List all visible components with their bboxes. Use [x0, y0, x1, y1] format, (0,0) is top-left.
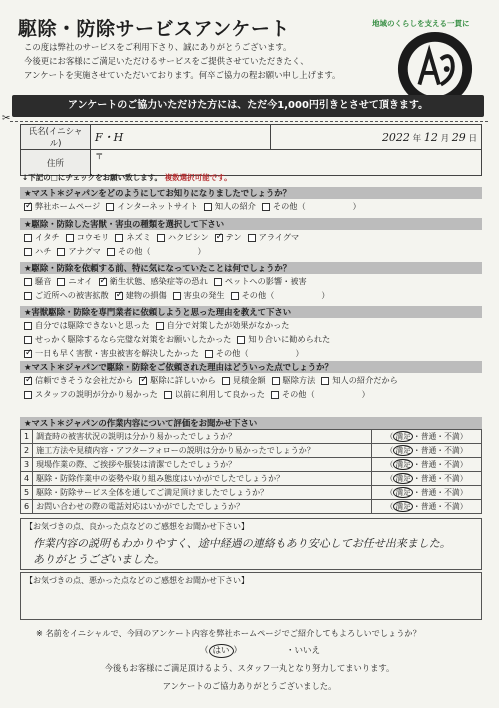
checkbox[interactable] — [24, 391, 32, 399]
evaluation-row — [21, 500, 482, 514]
rating-option[interactable]: 満足 — [395, 488, 411, 497]
good-comments-box[interactable] — [20, 518, 482, 570]
checkbox-label: 知り合いに勧められた — [248, 334, 331, 344]
checkbox-option[interactable] — [24, 389, 158, 400]
checkbox[interactable] — [156, 322, 164, 330]
checkbox-option[interactable] — [156, 320, 290, 331]
checkbox-label: 衛生状態、感染症等の恐れ — [109, 276, 208, 286]
checkbox-label: 弊社ホームページ — [35, 201, 101, 211]
rating-option[interactable]: 普通 — [420, 502, 437, 511]
permission-question: ※ 名前をイニシャルで、今回のアンケート内容を弊社ホームページでご紹介してもよろしいでしょうか？ — [36, 628, 421, 638]
checkbox-label: その他（ — [281, 389, 315, 399]
checkbox[interactable] — [24, 377, 32, 385]
checkbox-label: コウモリ — [76, 232, 110, 242]
rating-option[interactable]: 普通 — [420, 432, 437, 441]
item-question: お問い合わせの際の電話対応はいかがでしたでしょうか？ — [33, 500, 372, 514]
date-field[interactable] — [271, 125, 482, 150]
checkbox-option[interactable] — [24, 246, 51, 257]
checkbox-option[interactable] — [205, 348, 249, 359]
rating-options[interactable]: （ 満足 ・普通・不満） — [372, 444, 482, 458]
other-blank[interactable]: ） — [254, 348, 304, 358]
checkbox-label: せっかく駆除するなら完璧な対策をお願いしたかった — [35, 334, 232, 344]
option-row — [24, 201, 361, 212]
checkbox[interactable] — [272, 377, 280, 385]
checkbox-option[interactable] — [222, 375, 266, 386]
option-row — [24, 389, 370, 400]
checkbox[interactable] — [66, 234, 74, 242]
rating-option[interactable]: 不満 — [444, 432, 460, 441]
rating-option[interactable]: 満足 — [395, 446, 411, 455]
checkbox-label: 一日も早く害獣・害虫被害を解決したかった — [35, 348, 199, 358]
name-field[interactable] — [91, 125, 271, 150]
cut-line — [10, 121, 488, 122]
closing-line-2: アンケートのご協力ありがとうございました。 — [162, 681, 337, 691]
instruction-note — [22, 172, 232, 183]
checkbox-option[interactable] — [57, 276, 92, 287]
item-question: 施工方法や見積内容・アフターフォローの説明は分かり易かったでしょうか？ — [33, 444, 372, 458]
option-row — [24, 276, 313, 287]
multi-select-note: 複数選択可能です。 — [164, 173, 232, 182]
checkbox-label: イタチ — [35, 232, 60, 242]
item-number: 3 — [21, 458, 33, 472]
option-row — [24, 232, 305, 243]
checkbox[interactable] — [204, 203, 212, 211]
rating-option[interactable]: 普通 — [420, 474, 437, 483]
rating-option[interactable]: 不満 — [444, 446, 460, 455]
checkbox-option[interactable] — [24, 201, 100, 212]
checkbox[interactable] — [231, 292, 239, 300]
rating-option[interactable]: 満足 — [395, 460, 411, 469]
intro-line: アンケートを実施させていただいております。何卒ご協力の程お願い申し上げます。 — [24, 70, 341, 80]
name-value: F・H — [95, 131, 124, 144]
rating-option[interactable]: 満足 — [395, 474, 411, 483]
rating-options[interactable]: （ 満足 ・普通・不満） — [372, 486, 482, 500]
question-header: ★駆除・防除を依頼する前、特に気になっていたことは何でしょうか？ — [20, 262, 482, 274]
checkbox-option[interactable] — [115, 232, 151, 243]
option-row — [24, 246, 206, 257]
checkbox-option[interactable] — [57, 246, 100, 257]
checkbox-label: 騒音 — [35, 276, 52, 286]
checkbox-option[interactable] — [66, 232, 110, 243]
evaluation-row — [21, 486, 482, 500]
item-question: 駆除・防除サービス全体を通してご満足頂けましたでしょうか？ — [33, 486, 372, 500]
checkbox[interactable] — [24, 292, 32, 300]
bad-comments-box[interactable] — [20, 572, 482, 620]
checkbox-option[interactable] — [24, 348, 199, 359]
address-label: 住所 — [21, 150, 91, 176]
checkbox-label: 駆除に詳しいから — [150, 375, 216, 385]
rating-options[interactable]: （ 満足 ・普通・不満） — [372, 472, 482, 486]
checkbox[interactable] — [214, 278, 222, 286]
option-row — [24, 334, 336, 345]
closing-line-1: 今後もお客様にご満足頂けるよう、スタッフ一丸となり努力してまいります。 — [104, 663, 395, 673]
instruction-text: ↓下記の□にチェックをお願い致します。 — [22, 173, 163, 182]
checkbox[interactable] — [24, 278, 32, 286]
checkbox-option[interactable] — [215, 232, 242, 243]
rating-option[interactable]: 満足 — [395, 432, 411, 441]
rating-option[interactable]: 満足 — [395, 502, 411, 511]
scissors-icon: ✂ — [2, 113, 11, 124]
option-row — [24, 290, 330, 301]
checkbox-option[interactable] — [24, 320, 150, 331]
checkbox-label: 自分で対策したが効果がなかった — [166, 320, 290, 330]
checkbox[interactable] — [164, 391, 172, 399]
company-tagline: 地域のくらしを支える一貫に — [372, 19, 470, 28]
day-unit: 日 — [468, 133, 477, 144]
yes-label: はい — [209, 644, 234, 658]
item-number: 1 — [21, 430, 33, 444]
evaluation-header: ★マスト＊ジャパンの作業内容について評価をお聞かせ下さい — [20, 417, 482, 429]
checkbox-label: 知人の紹介だから — [332, 375, 398, 385]
checkbox[interactable] — [99, 278, 107, 286]
checkbox-label: ハクビシン — [167, 232, 209, 242]
checkbox[interactable] — [173, 292, 181, 300]
option-row — [24, 348, 304, 359]
checkbox[interactable] — [262, 203, 270, 211]
checkbox[interactable] — [215, 234, 223, 242]
option-row — [24, 375, 404, 386]
question-header: ★マスト＊ジャパンをどのようにしてお知りになりましたでしょうか？ — [20, 187, 482, 199]
checkbox[interactable] — [205, 350, 213, 358]
checkbox[interactable] — [57, 278, 65, 286]
checkbox-label: 以前に利用して良かった — [174, 389, 265, 399]
postal-mark: 〒 — [95, 152, 104, 162]
rating-options[interactable]: （ 満足 ・普通・不満） — [372, 500, 482, 514]
checkbox-label: ニオイ — [68, 276, 93, 286]
evaluation-row — [21, 430, 482, 444]
checkbox-option[interactable] — [99, 276, 208, 287]
year-unit: 年 — [412, 133, 422, 144]
rating-option[interactable]: 不満 — [444, 460, 460, 469]
rating-option[interactable]: 普通 — [420, 460, 437, 469]
rating-option[interactable]: 不満 — [444, 502, 460, 511]
bad-comments-prompt: 【お気づきの点、悪かった点などのご感想をお聞かせ下さい】 — [25, 576, 249, 585]
discount-banner: アンケートのご協力いただけた方には、ただ今1,000円引きとさせて頂きます。 — [12, 95, 484, 117]
response-line: 作業内容の説明もわかりやすく、途中経過の連絡もあり安心してお任せ出来ました。 — [33, 537, 451, 550]
checkbox-label: 建物の損傷 — [125, 290, 167, 300]
date-month: 12 — [423, 130, 438, 144]
checkbox-option[interactable] — [204, 201, 256, 212]
checkbox-option[interactable] — [164, 389, 265, 400]
question-header: ★駆除・防除した害獣・害虫の種類を選択して下さい — [20, 218, 482, 230]
item-number: 2 — [21, 444, 33, 458]
name-label: 氏名(イニシャル) — [21, 125, 91, 150]
checkbox-label: その他（ — [117, 246, 151, 256]
checkbox[interactable] — [157, 234, 165, 242]
checkbox-label: ご近所への被害拡散 — [35, 290, 109, 300]
rating-options[interactable]: （ 満足 ・普通・不満） — [372, 458, 482, 472]
checkbox[interactable] — [24, 322, 32, 330]
checkbox-option[interactable] — [107, 246, 151, 257]
checkbox-option[interactable] — [24, 232, 60, 243]
checkbox-option[interactable] — [321, 375, 398, 386]
evaluation-row — [21, 472, 482, 486]
rating-option[interactable]: 普通 — [420, 488, 437, 497]
checkbox-label: 駆除方法 — [282, 375, 316, 385]
checkbox-option[interactable] — [24, 276, 51, 287]
item-number: 6 — [21, 500, 33, 514]
date-year: 2022 — [381, 130, 410, 144]
checkbox-label: ペットへの影響・被害 — [224, 276, 307, 286]
checkbox-label: インターネットサイト — [117, 201, 198, 211]
checkbox[interactable] — [248, 234, 256, 242]
checkbox-option[interactable] — [24, 334, 231, 345]
intro-line: 今後更にお客様にご満足いただけるサービスをご提供させていただきたく、 — [24, 56, 309, 66]
other-blank[interactable]: ） — [156, 246, 206, 256]
other-blank[interactable]: ） — [320, 389, 370, 399]
item-question: 駆除・防除作業中の姿勢や取り組み態度はいかがでしたでしょうか？ — [33, 472, 372, 486]
checkbox[interactable] — [115, 292, 123, 300]
good-comments-prompt: 【お気づきの点、良かった点などのご感想をお聞かせ下さい】 — [25, 522, 249, 531]
checkbox-option[interactable] — [106, 201, 198, 212]
checkbox-label: 見積金額 — [232, 375, 266, 385]
checkbox[interactable] — [24, 350, 32, 358]
item-number: 5 — [21, 486, 33, 500]
checkbox[interactable] — [271, 391, 279, 399]
checkbox[interactable] — [222, 377, 230, 385]
checkbox-option[interactable] — [157, 232, 209, 243]
evaluation-row — [21, 444, 482, 458]
other-blank[interactable]: ） — [280, 290, 330, 300]
checkbox[interactable] — [237, 336, 245, 344]
rating-options[interactable]: （ 満足 ・普通・不満） — [372, 430, 482, 444]
intro-text — [24, 40, 384, 82]
item-question: 現場作業の際、ご挨拶や服装は清潔でしたでしょうか？ — [33, 458, 372, 472]
checkbox-option[interactable] — [272, 375, 316, 386]
checkbox[interactable] — [107, 248, 115, 256]
rating-option[interactable]: 不満 — [444, 474, 460, 483]
question-header: ★マスト＊ジャパンで駆除・防除をご依頼された理由はどういった点でしょうか？ — [20, 361, 482, 373]
checkbox[interactable] — [139, 377, 147, 385]
no-label: いいえ — [294, 646, 321, 656]
evaluation-row — [21, 458, 482, 472]
checkbox[interactable] — [57, 248, 65, 256]
checkbox-option[interactable] — [248, 232, 300, 243]
yes-option[interactable]: （ はい ） — [200, 646, 243, 656]
checkbox-option[interactable] — [214, 276, 307, 287]
checkbox-option[interactable] — [24, 290, 109, 301]
checkbox[interactable] — [115, 234, 123, 242]
checkbox-option[interactable] — [271, 389, 315, 400]
checkbox-label: ハチ — [35, 246, 52, 256]
survey-title: 駆除・防除サービスアンケート — [18, 18, 290, 40]
checkbox[interactable] — [106, 203, 114, 211]
checkbox[interactable] — [24, 203, 32, 211]
checkbox-label: その他（ — [215, 348, 249, 358]
checkbox[interactable] — [321, 377, 329, 385]
checkbox-label: テン — [225, 232, 242, 242]
checkbox-label: 知人の紹介 — [214, 201, 256, 211]
no-option[interactable]: ・いいえ — [286, 646, 321, 656]
item-number: 4 — [21, 472, 33, 486]
checkbox-label: その他（ — [272, 201, 306, 211]
checkbox-option[interactable] — [231, 290, 275, 301]
checkbox-option[interactable] — [237, 334, 330, 345]
good-comments-response — [25, 536, 477, 568]
checkbox-label: ネズミ — [126, 232, 151, 242]
checkbox-label: その他（ — [241, 290, 275, 300]
rating-option[interactable]: 普通 — [420, 446, 437, 455]
checkbox[interactable] — [24, 336, 32, 344]
checkbox-option[interactable] — [139, 375, 216, 386]
rating-option[interactable]: 不満 — [444, 488, 460, 497]
checkbox-option[interactable] — [115, 290, 167, 301]
question-header: ★害獣駆除・防除を専門業者に依頼しようと思った理由を教えて下さい — [20, 306, 482, 318]
option-row — [24, 320, 295, 331]
date-day: 29 — [451, 130, 466, 144]
customer-info-table — [20, 124, 482, 176]
evaluation-table — [20, 429, 482, 514]
checkbox-label: 自分では駆除できないと思った — [35, 320, 150, 330]
checkbox-label: アナグマ — [68, 246, 101, 256]
checkbox-label: スタッフの説明が分かり易かった — [35, 389, 158, 399]
checkbox[interactable] — [24, 234, 32, 242]
checkbox-option[interactable] — [173, 290, 225, 301]
other-blank[interactable]: ） — [311, 201, 361, 211]
checkbox-label: 害虫の発生 — [183, 290, 225, 300]
checkbox-label: 信頼できそうな会社だから — [35, 375, 134, 385]
month-unit: 月 — [440, 133, 450, 144]
response-line: ありがとうございました。 — [33, 553, 165, 566]
checkbox-option[interactable] — [24, 375, 133, 386]
intro-line: この度は弊社のサービスをご利用下さり、誠にありがとうございます。 — [24, 42, 292, 52]
checkbox-option[interactable] — [262, 201, 306, 212]
item-question: 調査時の被害状況の説明は分かり易かったでしょうか？ — [33, 430, 372, 444]
checkbox[interactable] — [24, 248, 32, 256]
checkbox-label: アライグマ — [258, 232, 300, 242]
